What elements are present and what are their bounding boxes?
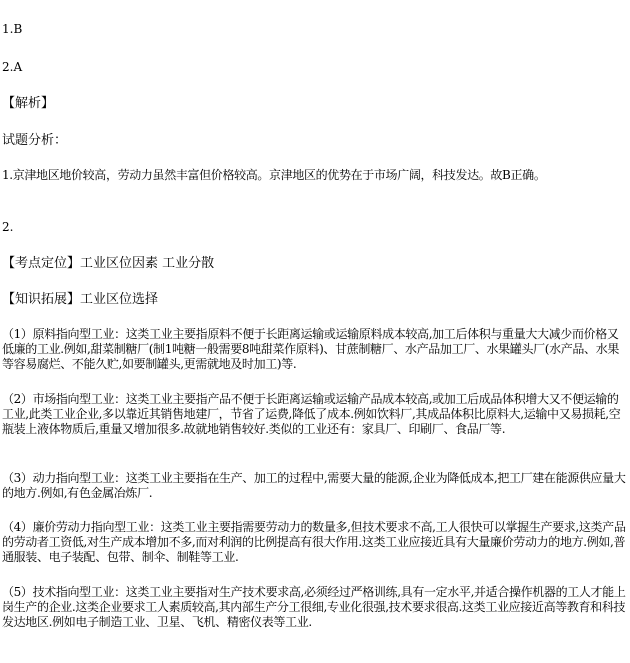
zhishi-heading: 【知识拓展】工业区位选择 xyxy=(2,292,159,307)
item-technology: （5）技术指向型工业：这类工业主要指对生产技术要求高,必须经过严格训练,具有一定水平,并适合操作机器的工人才能上岗生产的企业.这类企业要求工人素质较高,其内部生产分工很细,专业化很强,技术要求很高.这类工业应接近高等教育和科技发达地区.例如电子制造工业、卫星、飞机、精密仪表等工业. xyxy=(2,585,626,629)
kaodian-heading: 【考点定位】工业区位因素 工业分散 xyxy=(2,256,215,271)
item-labor: （4）廉价劳动力指向型工业：这类工业主要指需要劳动力的数量多,但技术要求不高,工人很快可以掌握生产要求,这类产品的劳动者工资低,对生产成本增加不多,而对利润的比例提高有很大作用.这类工业应接近具有大量廉价劳动力的地方.例如,普通服装、电子装配、包带、制伞、制鞋等工业. xyxy=(2,520,626,564)
q1-explanation: 1.京津地区地价较高，劳动力虽然丰富但价格较高。京津地区的优势在于市场广阔，科技发达。故B正确。 xyxy=(2,168,546,182)
analysis-heading: 试题分析： xyxy=(2,133,68,148)
item-raw-material: （1）原料指向型工业：这类工业主要指原料不便于长距离运输或运输原料成本较高,加工后体积与重量大大减少而价格又低廉的工业.例如,甜菜制糖厂(制1吨糖一般需要8吨甜菜作原料)、甘蔗制糖厂、水产品加工厂、水果罐头厂(水产品、水果等容易腐烂、不能久贮,如要制罐头,更需就地及时加工)等. xyxy=(2,327,619,371)
item-power: （3）动力指向型工业：这类工业主要指在生产、加工的过程中,需要大量的能源,企业为降低成本,把工厂建在能源供应量大的地方.例如,有色金属冶炼厂. xyxy=(2,471,626,500)
item-market: （2）市场指向型工业：这类工业主要指产品不便于长距离运输或运输产品成本较高,或加工后成品体积增大又不便运输的工业,此类工业企业,多以靠近其销售地建厂，节省了运费,降低了成本.例如饮料厂,其成品体积比原料大,运输中又易损耗,空瓶装上液体物质后,重量又增加很多.故就地销售较好.类似的工业还有：家具厂、印刷厂、食品厂等. xyxy=(2,392,621,436)
answer-2: 2.A xyxy=(2,60,23,74)
answer-1: 1.B xyxy=(2,22,23,36)
q2-label: 2. xyxy=(2,220,14,234)
jiexi-heading: 【解析】 xyxy=(2,96,55,111)
